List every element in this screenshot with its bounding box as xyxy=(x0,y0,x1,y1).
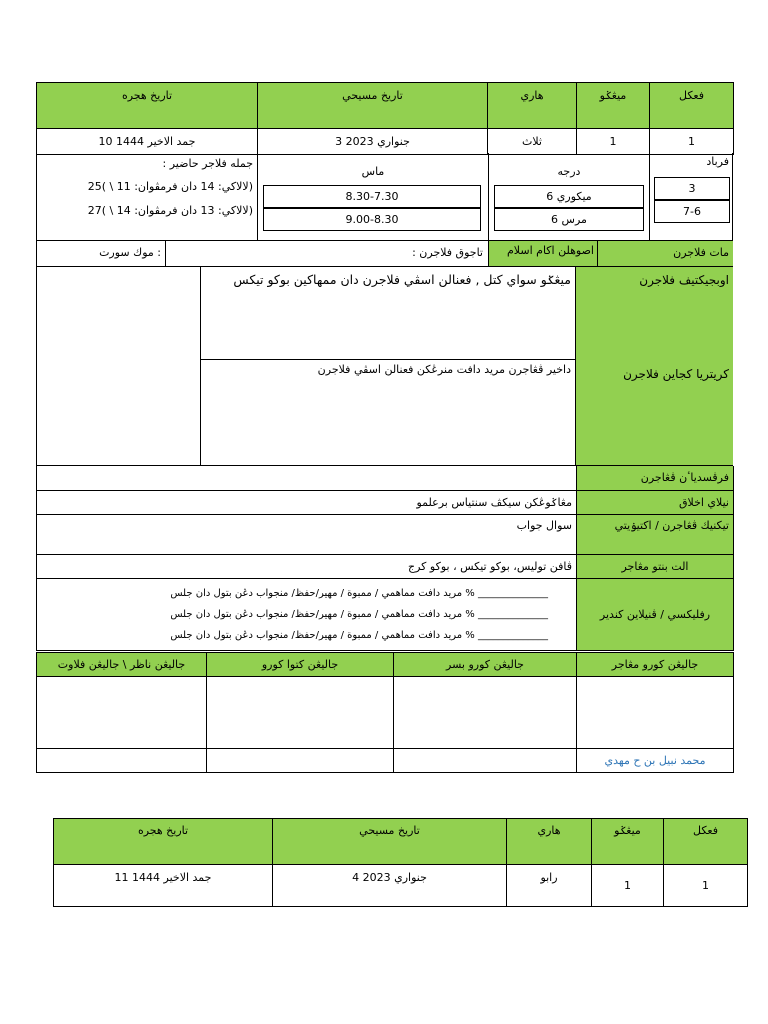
refleksi-content xyxy=(37,578,577,650)
teknik-label: تيكنيك ڤڠاجرن / اكتيۏيتي xyxy=(577,514,734,554)
footer-ketua-guru: جاليڠن كورو بسر xyxy=(394,653,577,677)
tarikh-hijrah-value: جمد الاخير 1444 10 xyxy=(37,129,258,155)
signature-box-guru-mengajar xyxy=(577,677,734,749)
header-minggu: ميڠݢو xyxy=(592,819,664,865)
tarikh-masihi-value: جنواري 2023 3 xyxy=(258,129,488,155)
plan1-detail-table xyxy=(36,466,734,651)
tajuk-label: تاجوق فلاجرن : xyxy=(412,246,483,259)
objektif-label: اوبجيکتيف فلاجرن xyxy=(639,273,729,287)
header-kelas: فعكل xyxy=(664,819,748,865)
masa-label: ماس xyxy=(361,165,385,178)
lesson-plan-2 xyxy=(53,818,747,907)
kelas-value: 1 xyxy=(664,865,748,907)
plan1-signature-table xyxy=(36,652,734,773)
bbm-text: ڤافن توليس، بوكو تيكس ، بوكو كرج xyxy=(37,554,577,578)
fardu-value-1: 3 xyxy=(654,177,730,200)
signature-box-nazir xyxy=(37,677,207,749)
header-tarikh-hijrah: تاريخ هجره xyxy=(54,819,273,865)
teknik-text: سوال جواب xyxy=(37,514,577,554)
header-kelas: فعكل xyxy=(650,83,734,129)
signature-box-guru-besar xyxy=(207,677,394,749)
kriteria-label: كريتريا كجاين فلاجرن xyxy=(623,367,729,381)
darjah-value-1: 6 ميکوري xyxy=(494,185,644,208)
fardu-label: فرباد xyxy=(706,155,729,168)
header-hari: هاري xyxy=(488,83,577,129)
header-hari: هاري xyxy=(507,819,592,865)
footer-nazir: جاليڠن ناظر \ جاليڠن فلاوت xyxy=(37,653,207,677)
masa-slot-2: 9.00-8.30 xyxy=(263,208,481,231)
signature-name-ketua-guru xyxy=(394,749,577,773)
signature-name-nazir xyxy=(37,749,207,773)
tarikh-masihi-value: جنواري 2023 4 xyxy=(273,865,507,907)
persediaan-text xyxy=(37,466,577,490)
header-tarikh-masihi: تاريخ مسيحي xyxy=(258,83,488,129)
darjah-label: درجه xyxy=(557,165,581,178)
subject-value: اصوهلن اكام اسلام xyxy=(488,241,598,266)
muka-surat-label: : موك سورت xyxy=(99,246,161,259)
objective-block xyxy=(36,267,733,466)
divider xyxy=(649,153,650,240)
jumlah-pelajar-label: جمله فلاجر حاضير : xyxy=(162,157,253,170)
masa-slot-1: 8.30-7.30 xyxy=(263,185,481,208)
session-block xyxy=(36,153,733,241)
persediaan-label: فرڤسدياٴن ڤڠاجرن xyxy=(577,466,734,490)
divider xyxy=(200,267,201,465)
header-tarikh-hijrah: تاريخ هجره xyxy=(37,83,258,129)
bbm-label: الت بنتو مڠاجر xyxy=(577,554,734,578)
minggu-value: 1 xyxy=(592,865,664,907)
minggu-value: 1 xyxy=(577,129,650,155)
footer-guru-besar: جاليڠن كتوا كورو xyxy=(207,653,394,677)
objektif-text: ميڠݢو سواي كتل , فعنالن اسڤي فلاجرن دان ممهاكين بوكو تيكس xyxy=(233,272,571,287)
refleksi-line-2: ______________ % مريد دافت مماهمي / ممبوة / مهير/حفظ/ منجواب دڠن بتول دان جلس xyxy=(170,608,548,620)
footer-guru-mengajar: جاليڠن كورو مڠاجر xyxy=(577,653,734,677)
plan1-header-table xyxy=(36,82,734,155)
fardu-value-2: 7-6 xyxy=(654,200,730,223)
subject-row xyxy=(36,241,733,267)
hari-value: رابو xyxy=(507,865,592,907)
divider xyxy=(200,359,575,360)
tarikh-hijrah-value: جمد الاخير 1444 11 xyxy=(54,865,273,907)
refleksi-label: رفليكسي / ڤنيلاين كندير xyxy=(577,578,734,650)
kriteria-text: داخير ڤڠاجرن مريد دافت منرڠكن فعنالن اسڤي فلاجرن xyxy=(317,363,571,376)
kelas-value: 1 xyxy=(650,129,734,155)
header-tarikh-masihi: تاريخ مسيحي xyxy=(273,819,507,865)
lesson-plan-1 xyxy=(36,82,733,767)
plan2-header-table xyxy=(53,818,748,907)
signature-name-guru-besar xyxy=(207,749,394,773)
divider xyxy=(165,241,166,266)
signature-box-ketua-guru xyxy=(394,677,577,749)
jumlah-pelajar-line-1: (لالاكي: 14 دان فرمڤوان: 11 \ )25 xyxy=(87,180,253,193)
refleksi-line-3: ______________ % مريد دافت مماهمي / ممبوة / مهير/حفظ/ منجواب دڠن بتول دان جلس xyxy=(170,629,548,641)
hari-value: ثلاث xyxy=(488,129,577,155)
nilai-text: مڠاݢوڠكن سيكڤ سنتياس برعلمو xyxy=(37,490,577,514)
header-minggu: ميڠݢو xyxy=(577,83,650,129)
jumlah-pelajar-line-2: (لالاكي: 13 دان فرمڤوان: 14 \ )27 xyxy=(87,204,253,217)
signature-name-guru-mengajar: محمد نبيل بن ح مهدي xyxy=(577,749,734,773)
refleksi-line-1: ______________ % مريد دافت مماهمي / ممبوة / مهير/حفظ/ منجواب دڠن بتول دان جلس xyxy=(170,587,548,599)
subject-label: مات فلاجرن xyxy=(598,241,733,266)
nilai-label: نيلاي اخلاق xyxy=(577,490,734,514)
darjah-value-2: 6 مرس xyxy=(494,208,644,231)
